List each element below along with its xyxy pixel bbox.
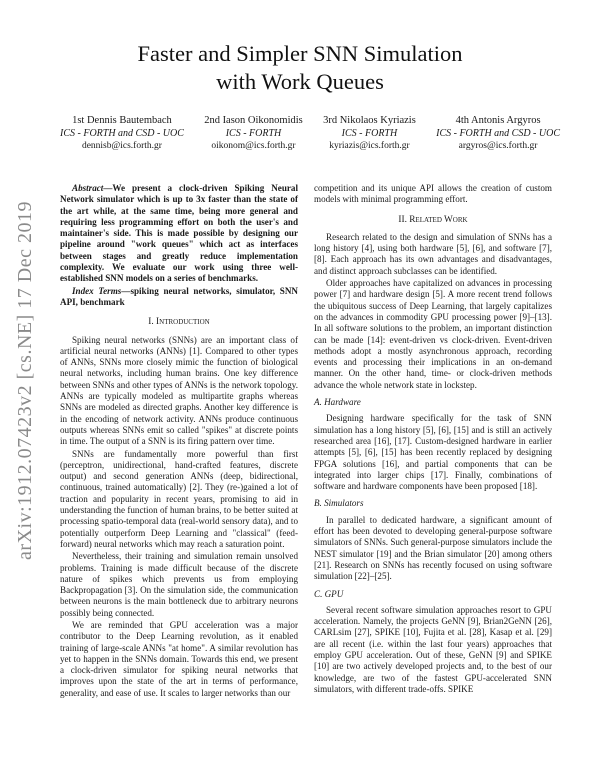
author-1: [60, 115, 184, 153]
author-name: 3rd Nikolaos Kyriazis: [323, 115, 416, 126]
author-name: 2nd Iason Oikonomidis: [204, 115, 303, 126]
author-affiliation: ICS - FORTH and CSD - UOC: [60, 127, 184, 139]
author-3: [323, 115, 416, 153]
subsection-heading-gpu: C. GPU: [314, 588, 344, 599]
intro-paragraph: SNNs are fundamentally more powerful than first (perceptron, unidirectional, hand-crafted features, discrete output) and second generation ANNs (deep, bidirectional, continuous, trained automatically) [2]. They (re-)gained a lot of traction and popularity in recent years, promising to aid in understanding the function of human brains, to be better suited at processing spatio-temporal data (real-world sensory data), and to potentially outperform Deep Learning and "classical" (feed-forward) neural networks which may reach a saturation point.: [60, 448, 298, 549]
arxiv-identifier-text: arXiv:1912.07423v2 [cs.NE] 17 Dec 2019: [13, 200, 36, 560]
author-affiliation: ICS - FORTH: [225, 127, 282, 139]
simulators-paragraph: In parallel to dedicated hardware, a significant amount of effort has been devoted to developing general-purpose software simulators of SNNs. Such general-purpose simulators include the NEST simulator [19] and the Brian simulator [20] among others [21]. Research on SNNs has recently focused on using software simulation [22]–[25].: [314, 514, 552, 582]
related-paragraph: Research related to the design and simulation of SNNs has a long history [4], using both hardware [5], [6], and software [7], [8]. Each approach has its own advantages and disadvantages, and distinct approach subclasses can be identified.: [314, 231, 552, 276]
subsection-heading-hardware: A. Hardware: [314, 397, 361, 408]
author-email: kyriazis@ics.forth.gr: [329, 141, 410, 151]
author-email: dennisb@ics.forth.gr: [81, 141, 162, 151]
intro-continuation: competition and its unique API allows the creation of custom models with minimal programming effort.: [314, 183, 552, 205]
index-terms: [60, 286, 298, 309]
author-4: [436, 115, 560, 153]
author-name: 1st Dennis Bautembach: [72, 115, 172, 126]
index-terms-label: Index Terms—: [72, 285, 131, 296]
subsection-heading-simulators: B. Simulators: [314, 498, 364, 509]
gpu-paragraph: Several recent software simulation approaches resort to GPU acceleration. Namely, the projects GeNN [9], Brian2GeNN [26], CARLsim [27], SPIKE [10], Fujita et al. [28], Kasap et al. [29] are all recent (i.e. within the last four years) approaches that employ GPU acceleration. Out of these, GeNN [9] and SPIKE [10] are two actively developed projects and, to the best of our knowledge, are two of the fastest GPU-accelerated SNN simulators, with different trade-offs. SPIKE: [314, 604, 552, 694]
author-name: 4th Antonis Argyros: [455, 115, 541, 126]
title-line-2: with Work Queues: [216, 69, 384, 94]
abstract-label: Abstract—: [72, 183, 113, 193]
intro-paragraph: We are reminded that GPU acceleration was a major contributor to the Deep Learning revolution, as it enabled training of large-scale ANNs "at home". A similar revolution has yet to happen in the SNNs domain. Towards this end, we present a clock-driven simulator for spiking neural networks that improves upon the state of the art in terms of performance, generality, and ease of use. It scales to larger networks than our: [60, 619, 298, 698]
author-email: oikonom@ics.forth.gr: [211, 141, 296, 151]
abstract: [60, 183, 298, 285]
author-affiliation: ICS - FORTH and CSD - UOC: [436, 127, 560, 139]
author-list: [60, 115, 560, 153]
author-affiliation: ICS - FORTH: [341, 127, 398, 139]
hardware-paragraph: Designing hardware specifically for the task of SNN simulation has a long history [5], [6], [15] and is still an actively researched area [16], [17]. Custom-designed hardware in earlier attempts [5], [6], [15] has been recently replaced by designing FPGA solutions [16], and partial components that can be integrated into larger chips [17]. Finally, combinations of software and hardware components have been proposed [18].: [314, 413, 552, 492]
arxiv-identifier: [8, 150, 42, 610]
intro-paragraph: Nevertheless, their training and simulation remain unsolved problems. Training is made difficult because of the discrete nature of spikes which prevents us from employing Backpropagation [3]. On the simulation side, the communication between neurons is the main bottleneck due to arbitrary neurons possibly being connected.: [60, 551, 298, 618]
author-2: [204, 115, 303, 153]
section-heading-related-work: II. Related Work: [398, 214, 468, 225]
author-email: argyros@ics.forth.gr: [458, 141, 538, 151]
left-column: [60, 183, 298, 699]
related-paragraph: Older approaches have capitalized on advances in processing power [7] and hardware design [5]. A more recent trend follows the ubiquitous success of Deep Learning, that largely capitalizes on the advances in commodity GPU processing power [9]–[13]. In all software solutions to the problem, an important distinction can be made [14]: event-driven vs clock-driven. Event-driven methods adopt a mostly asynchronous approach, recording events and processing their implications in an on-demand manner. On the other hand, time- or clock-driven methods advance the whole network state in lockstep.: [314, 278, 552, 390]
paper-title: [0, 40, 600, 96]
title-line-1: Faster and Simpler SNN Simulation: [137, 41, 463, 66]
abstract-text: We present a clock-driven Spiking Neural Network simulator which is up to 3x faster than the state of the art while, at the same time, being more general and requiring less programming effort on both the user's and maintainer's side. This is made possible by designing our pipeline around "work queues" which act as interfaces between stages and greatly reduce implementation complexity. We evaluate our work using three well-established SNN models on a series of benchmarks.: [60, 183, 298, 284]
index-terms-text: spiking neural networks, simulator, SNN API, benchmark: [60, 285, 298, 307]
intro-paragraph: Spiking neural networks (SNNs) are an important class of artificial neural networks (ANNs) [1]. Compared to other types of ANNs, SNNs more closely mimic the function of biological neural networks, including human brains. One key difference between SNNs and other types of ANNs is the network topology. ANNs are typically modeled as multipartite graphs whereas SNNs are modeled as directed graphs. Another key difference is in the encoding of network activity. ANNs produce continuous outputs whereas SNNs emit so called "spikes" at discrete points in time. The output of a SNN is its firing pattern over time.: [60, 334, 298, 447]
section-heading-introduction: I. Introduction: [148, 317, 210, 328]
right-column: [314, 183, 552, 695]
